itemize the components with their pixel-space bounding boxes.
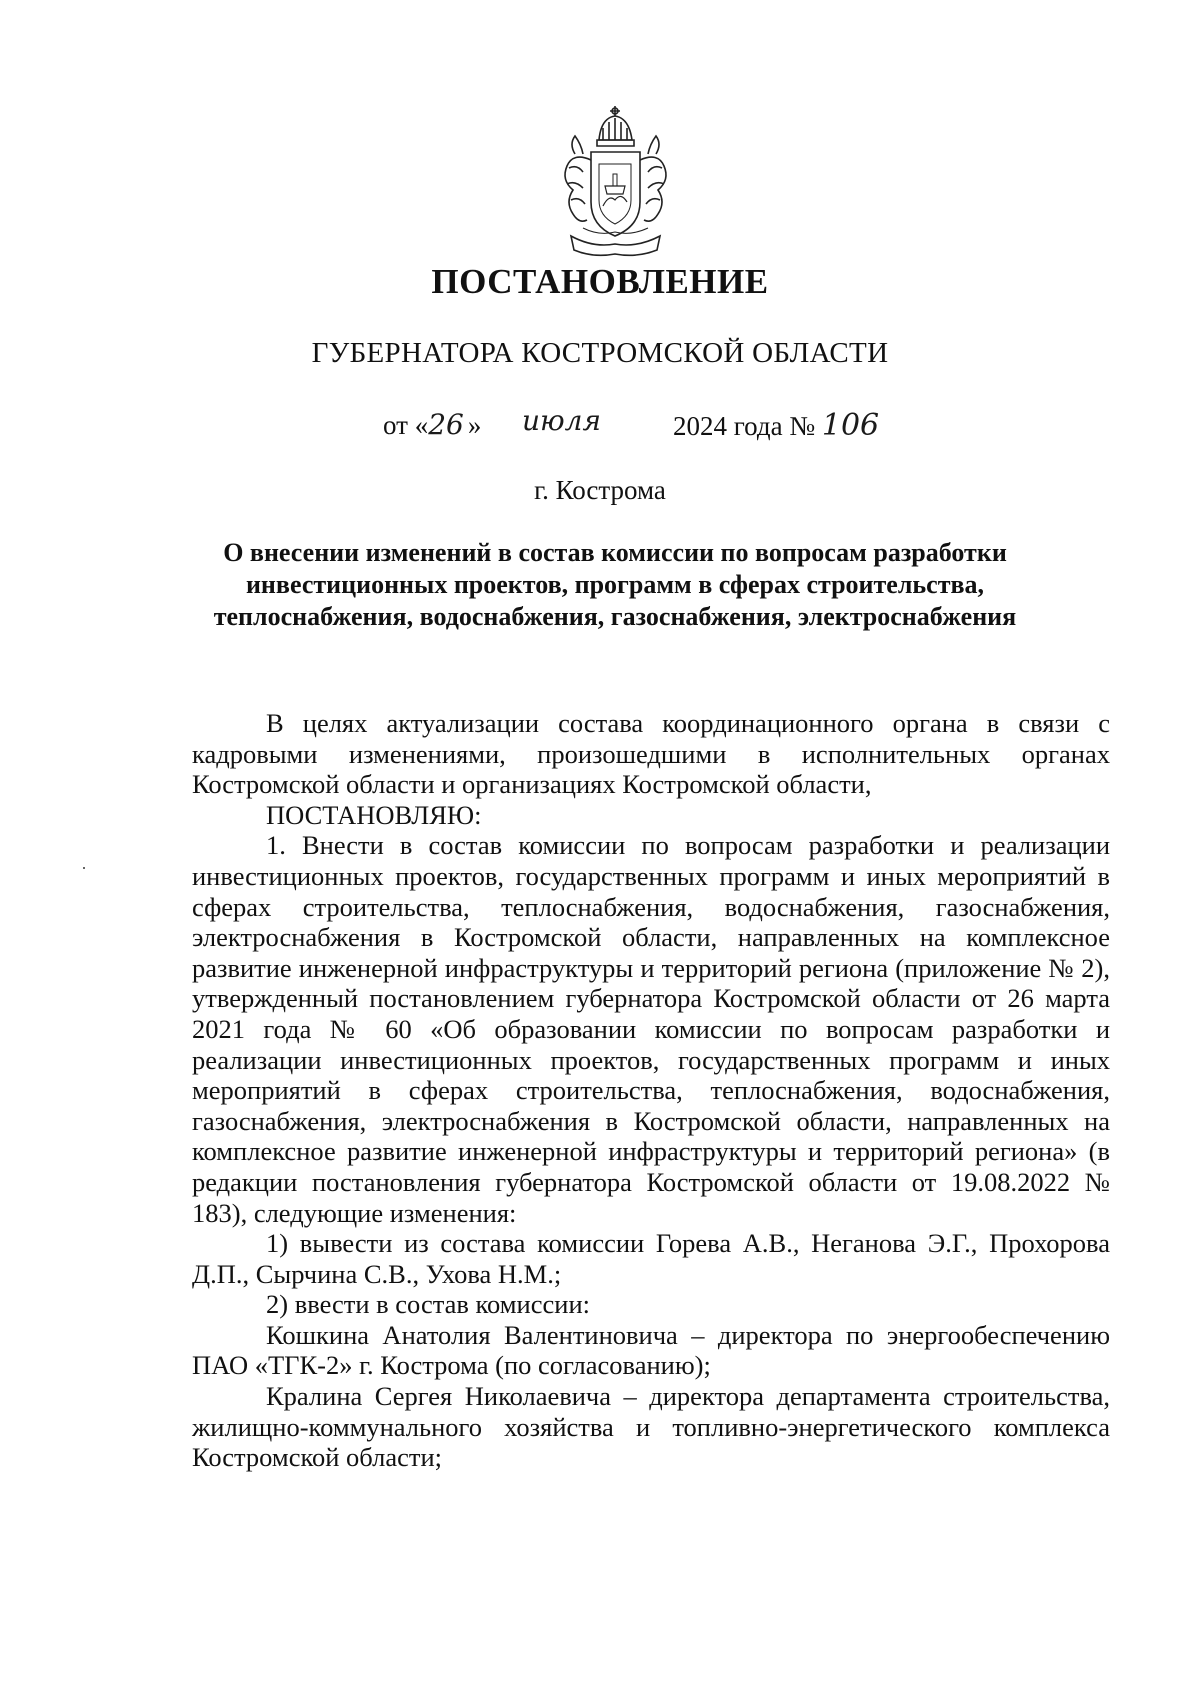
- paragraph-subitem-1: 1) вывести из состава комиссии Горева А.В., Неганова Э.Г., Прохорова Д.П., Сырчина С.В., Ухова Н.М.;: [192, 1228, 1110, 1289]
- date-day-handwritten: 26: [428, 408, 464, 441]
- document-title: ПОСТАНОВЛЕНИЕ: [431, 262, 769, 301]
- date-month-handwritten: июля: [522, 404, 602, 437]
- scan-speck: [83, 867, 85, 869]
- paragraph-member-koshkin: Кошкина Анатолия Валентиновича – директора по энергообеспечению ПАО «ТГК-2» г. Кострома (по согласованию);: [192, 1319, 1110, 1381]
- date-month-line: [522, 404, 601, 437]
- coat-of-arms-emblem: [553, 104, 678, 264]
- paragraph-item-1: 1. Внести в состав комиссии по вопросам разработки и реализации инвестиционных проектов, государственных программ и иных мероприятий в сферах строительства, теплоснабжения, водоснабжения, газоснабжения, электроснабжения в Костромской области, направленных на комплексное развитие инженерной инфраструктуры и территорий региона (приложение № 2), утвержденный постановлением губернатора Костромской области от 26 марта 2021 года № 60 «Об образовании комиссии по вопросам разработки и реализации инвестиционных проектов, государственных программ и иных мероприятий в сферах строительства, теплоснабжения, водоснабжения, газоснабжения, электроснабжения в Костромской области, направленных на комплексное развитие инженерной инфраструктуры и территорий региона» (в редакции постановления губернатора Костромской области от 19.08.2022 № 183), следующие изменения:: [192, 830, 1110, 1228]
- paragraph-preamble: В целях актуализации состава координационного органа в связи с кадровыми изменениями, произошедшими в исполнительных органах Костромской области и организациях Костромской области,: [192, 708, 1110, 800]
- date-line: [383, 408, 481, 441]
- date-prefix-open: от «: [383, 410, 429, 440]
- date-year-text: 2024 года №: [673, 411, 816, 441]
- document-number-handwritten: 106: [821, 408, 880, 443]
- issuing-authority: ГУБЕРНАТОРА КОСТРОМСКОЙ ОБЛАСТИ: [311, 337, 889, 369]
- date-number-line: [673, 408, 879, 443]
- paragraph-member-kralin: Кралина Сергея Николаевича – директора департамента строительства, жилищно-коммунального хозяйства и топливно-энергетического комплекса Костромской области;: [192, 1381, 1110, 1473]
- date-prefix-close: »: [467, 410, 482, 440]
- document-subject: О внесении изменений в состав комиссии по вопросам разработки инвестиционных проектов, программ в сферах строительства, теплоснабжения, водоснабжения, газоснабжения, электроснабжения: [213, 538, 1017, 631]
- city: г. Кострома: [534, 475, 666, 505]
- paragraph-resolve: ПОСТАНОВЛЯЮ:: [266, 799, 482, 830]
- paragraph-subitem-2: 2) ввести в состав комиссии:: [266, 1289, 590, 1320]
- document-body: [192, 708, 1110, 1473]
